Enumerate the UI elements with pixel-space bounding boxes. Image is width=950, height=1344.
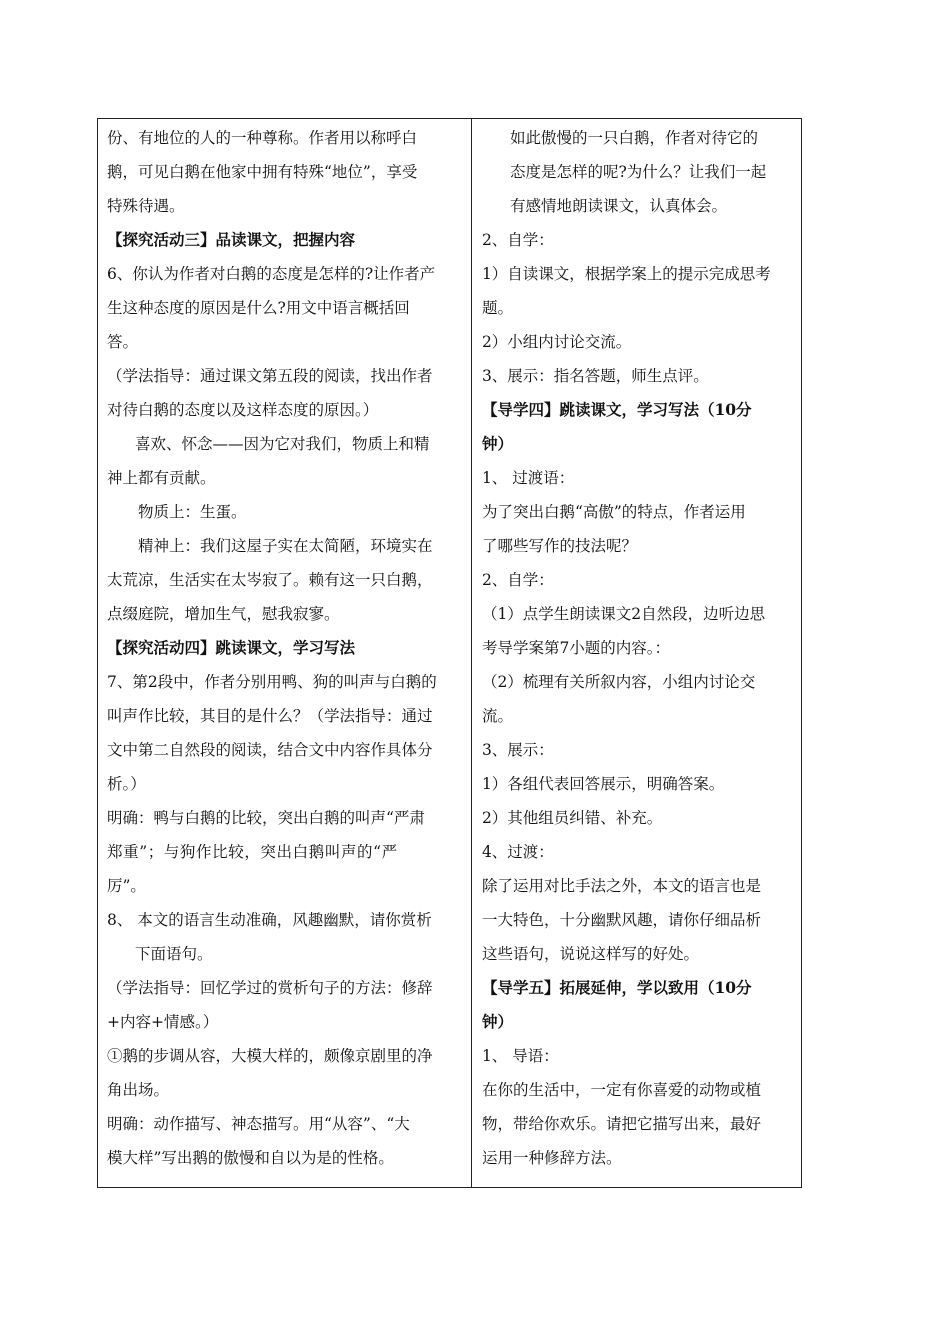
text-line: 一大特色，十分幽默风趣，请你仔细品析 xyxy=(481,911,761,929)
text-line: 1）各组代表回答展示，明确答案。 xyxy=(481,775,725,793)
text-line: 8、 本文的语言生动准确，风趣幽默，请你赏析 xyxy=(107,911,432,929)
text-line: 生这种态度的原因是什么?用文中语言概括回 xyxy=(107,299,410,317)
text-line: 2）小组内讨论交流。 xyxy=(481,333,632,351)
text-line: 文中第二自然段的阅读，结合文中内容作具体分 xyxy=(107,741,433,759)
text-line: 2、自学： xyxy=(481,231,554,249)
text-line: 【导学五】拓展延伸，学以致用（10分 xyxy=(481,978,752,997)
text-line: 【探究活动四】跳读课文，学习写法 xyxy=(107,638,356,657)
lesson-plan-table xyxy=(97,118,802,1188)
text-line: 为了突出白鹅“高傲”的特点，作者运用 xyxy=(481,503,746,521)
text-line: 叫声作比较，其目的是什么？（学法指导：通过 xyxy=(107,707,433,725)
text-line: （学法指导：回忆学过的赏析句子的方法：修辞 xyxy=(107,979,433,997)
text-line: 答。 xyxy=(107,333,139,351)
text-line: 态度是怎样的呢?为什么？让我们一起 xyxy=(509,163,767,181)
text-line: 在你的生活中，一定有你喜爱的动物或植 xyxy=(481,1081,761,1099)
text-line: 1、 导语： xyxy=(481,1047,559,1065)
text-line: 【导学四】跳读课文，学习写法（10分 xyxy=(481,400,752,419)
text-line: 厉”。 xyxy=(107,877,146,895)
text-line: 了哪些写作的技法呢？ xyxy=(481,537,637,555)
text-line: 1）自读课文，根据学案上的提示完成思考 xyxy=(481,265,771,283)
text-line: 郑重”；与狗作比较，突出白鹅叫声的“严 xyxy=(107,843,398,861)
text-line: 这些语句，说说这样写的好处。 xyxy=(481,945,699,963)
text-line: 除了运用对比手法之外，本文的语言也是 xyxy=(481,877,761,895)
text-line: 份、有地位的人的一种尊称。作者用以称呼白 xyxy=(107,129,418,147)
text-line: 钟） xyxy=(481,434,513,453)
text-line: 1、 过渡语： xyxy=(481,469,575,487)
text-line: （1）点学生朗读课文2自然段，边听边思 xyxy=(481,605,766,623)
text-line: 考导学案第7小题的内容。： xyxy=(481,639,671,657)
text-line: 有感情地朗读课文，认真体会。 xyxy=(509,197,727,215)
student-activity-column xyxy=(98,119,472,1187)
text-line: +内容+情感。） xyxy=(107,1013,219,1031)
text-line: 析。） xyxy=(107,775,146,793)
text-line: 7、第2段中，作者分别用鸭、狗的叫声与白鹅的 xyxy=(107,673,437,691)
text-line: 明确：鸭与白鹅的比较，突出白鹅的叫声“严肃 xyxy=(107,809,425,827)
text-line: 物，带给你欢乐。请把它描写出来，最好 xyxy=(481,1115,761,1133)
text-line: 特殊待遇。 xyxy=(107,197,185,215)
text-line: 喜欢、怀念——因为它对我们，物质上和精 xyxy=(135,435,430,453)
text-line: ①鹅的步调从容，大模大样的，颇像京剧里的净 xyxy=(107,1047,433,1065)
text-line: 太荒凉，生活实在太岑寂了。赖有这一只白鹅， xyxy=(107,571,433,589)
text-line: 流。 xyxy=(481,707,513,725)
text-line: 神上都有贡献。 xyxy=(107,469,216,487)
text-line: 如此傲慢的一只白鹅，作者对待它的 xyxy=(509,129,758,147)
text-line: 2）其他组员纠错、补充。 xyxy=(481,809,663,827)
text-line: 角出场。 xyxy=(107,1081,170,1099)
text-line: （2）梳理有关所叙内容，小组内讨论交 xyxy=(481,673,756,691)
text-line: 鹅，可见白鹅在他家中拥有特殊“地位”，享受 xyxy=(107,163,418,181)
text-line: 4、过渡： xyxy=(481,843,554,861)
text-line: （学法指导：通过课文第五段的阅读，找出作者 xyxy=(107,367,433,385)
text-line: 钟） xyxy=(481,1012,513,1031)
text-line: 对待白鹅的态度以及这样态度的原因。） xyxy=(107,401,379,419)
text-line: 运用一种修辞方法。 xyxy=(481,1149,622,1167)
text-line: 物质上：生蛋。 xyxy=(138,503,247,521)
text-line: 明确：动作描写、神态描写。用“从容”、“大 xyxy=(107,1115,410,1133)
text-line: 3、展示： xyxy=(481,741,554,759)
text-line: 【探究活动三】品读课文，把握内容 xyxy=(107,230,356,249)
text-line: 下面语句。 xyxy=(135,945,213,963)
text-line: 模大样”写出鹅的傲慢和自以为是的性格。 xyxy=(107,1149,394,1167)
text-line: 6、你认为作者对白鹅的态度是怎样的?让作者产 xyxy=(107,265,436,283)
text-line: 点缀庭院，增加生气，慰我寂寥。 xyxy=(107,605,340,623)
teacher-guide-column xyxy=(472,119,801,1187)
text-line: 2、自学： xyxy=(481,571,554,589)
text-line: 3、展示：指名答题，师生点评。 xyxy=(481,367,709,385)
text-line: 精神上：我们这屋子实在太简陋，环境实在 xyxy=(138,537,433,555)
text-line: 题。 xyxy=(481,299,513,317)
